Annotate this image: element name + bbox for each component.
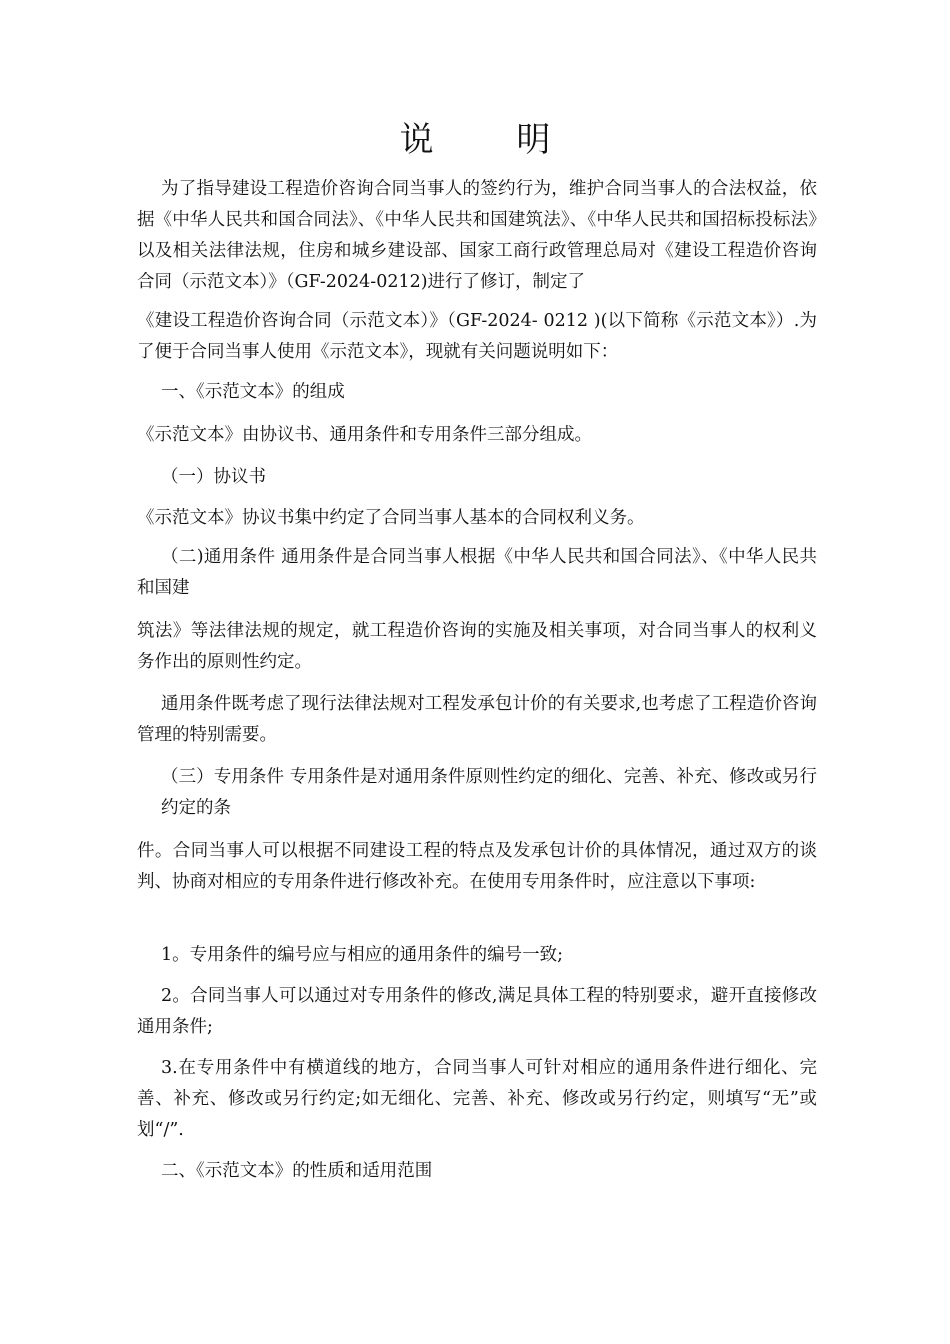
agreement-paragraph: 《示范文本》协议书集中约定了合同当事人基本的合同权利义务。 [137, 508, 645, 528]
list-item-2: 2。合同当事人可以通过对专用条件的修改,满足具体工程的特别要求，避开直接修改通用条件; [137, 986, 817, 1037]
section-heading-nature: 二、《示范文本》的性质和适用范围 [161, 1161, 433, 1181]
general-conditions-note: 通用条件既考虑了现行法律法规对工程发承包计价的有关要求,也考虑了工程造价咨询管理的特别需要。 [137, 694, 817, 745]
page-title: 说 明 [399, 120, 587, 160]
list-item-3: 3.在专用条件中有横道线的地方，合同当事人可针对相应的通用条件进行细化、完善、补充、修改或另行约定;如无细化、完善、补充、修改或另行约定，则填写“无”或划“/”. [137, 1058, 817, 1140]
special-conditions-paragraph: （三）专用条件 专用条件是对通用条件原则性约定的细化、完善、补充、修改或另行约定的条 [161, 767, 817, 818]
special-conditions-continuation: 件。合同当事人可以根据不同建设工程的特点及发承包计价的具体情况，通过双方的谈判、协商对相应的专用条件进行修改补充。在使用专用条件时，应注意以下事项: [137, 841, 817, 892]
composition-paragraph: 《示范文本》由协议书、通用条件和专用条件三部分组成。 [137, 425, 592, 445]
intro-continuation-paragraph: 《建设工程造价咨询合同（示范文本）》（GF-2024- 0212 )(以下简称《示范文本》）.为了便于合同当事人使用《示范文本》，现就有关问题说明如下： [137, 311, 817, 362]
general-conditions-paragraph: （二)通用条件 通用条件是合同当事人根据《中华人民共和国合同法》、《中华人民共和国建 [137, 547, 817, 598]
general-conditions-continuation: 筑法》等法律法规的规定，就工程造价咨询的实施及相关事项，对合同当事人的权利义务作出的原则性约定。 [137, 621, 817, 672]
section-heading-composition: 一、《示范文本》的组成 [161, 382, 345, 402]
intro-paragraph: 为了指导建设工程造价咨询合同当事人的签约行为，维护合同当事人的合法权益，依据《中华人民共和国合同法》、《中华人民共和国建筑法》、《中华人民共和国招标投标法》以及相关法律法规，住房和城乡建设部、国家工商行政管理总局对《建设工程造价咨询合同（示范文本）》（GF-2024-0212)进行了修订，制定了 [137, 179, 817, 292]
list-item-1: 1。专用条件的编号应与相应的通用条件的编号一致; [161, 945, 564, 965]
subheading-agreement: （一）协议书 [161, 467, 266, 487]
